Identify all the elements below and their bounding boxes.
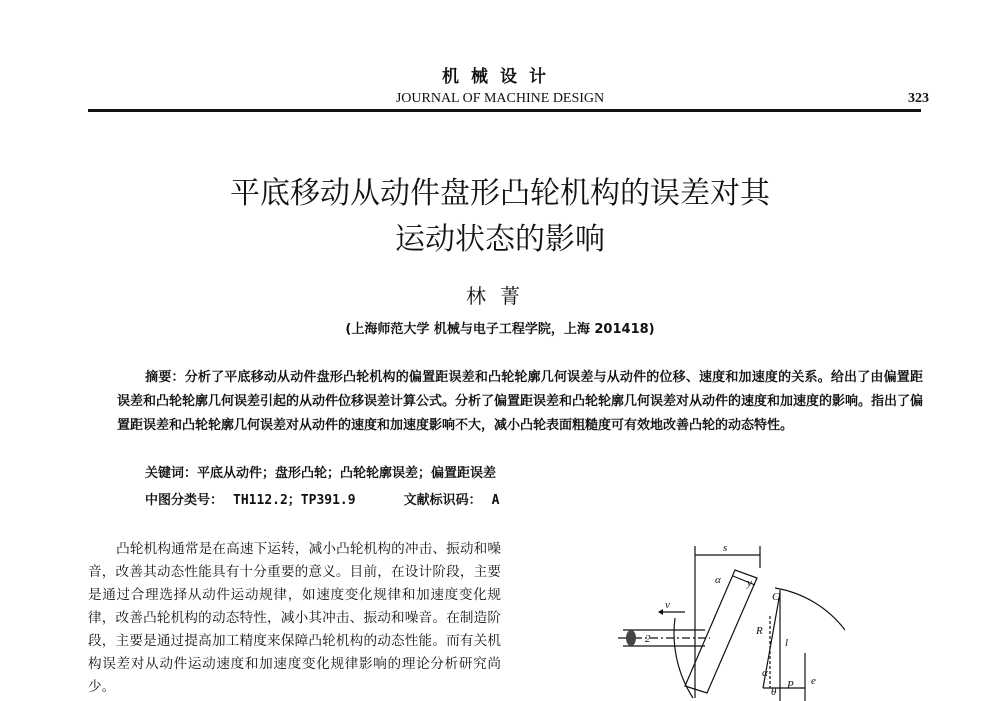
journal-name-cn: 机械设计 <box>442 67 558 87</box>
abstract <box>117 366 923 438</box>
label-theta: θ <box>771 686 777 698</box>
clc-label: 中图分类号： <box>145 493 224 508</box>
keywords <box>145 462 496 481</box>
paper-title-line-2: 运动状态的影响 <box>395 222 605 257</box>
label-alpha: α <box>715 574 721 586</box>
label-r: R <box>756 625 763 637</box>
cam-mechanism-figure <box>615 538 845 701</box>
arm-pivot <box>626 630 636 646</box>
abstract-text: 分析了平底移动从动件盘形凸轮机构的偏置距误差和凸轮轮廓几何误差与从动件的位移、速度和加速度的关系。给出了由偏置距误差和凸轮轮廓几何误差引起的从动件位移误差计算公式。分析了偏置距误差和凸轮轮廓几何误差对从动件的速度和加速度的影响。指出了偏置距误差和凸轮轮廓几何误差对从动件的速度和加速度影响不大，减小凸轮表面粗糙度可有效地改善凸轮的动态特性。 <box>117 370 924 433</box>
label-e: e <box>811 675 816 687</box>
velocity-arrowhead <box>658 609 663 615</box>
label-s: s <box>723 542 728 554</box>
label-y: y <box>747 577 752 589</box>
label-v: v <box>665 599 670 611</box>
doc-code-label: 文献标识码： <box>403 493 482 508</box>
header-rule <box>88 109 921 112</box>
cam-profile-arc <box>775 588 845 630</box>
journal-name-en: JOURNAL OF MACHINE DESIGN <box>395 91 605 106</box>
label-2: 2 <box>645 633 651 645</box>
doc-code-value: A <box>491 493 500 508</box>
label-p: P <box>787 679 794 691</box>
paper-title-line-1: 平底移动从动件盘形凸轮机构的误差对其 <box>230 176 770 211</box>
abstract-label: 摘要： <box>145 370 185 385</box>
body-paragraph-text: 凸轮机构通常是在高速下运转，减小凸轮机构的冲击、振动和噪音，改善其动态性能具有十分重要的意义。目前，在设计阶段，主要是通过合理选择从动件运动规律，如速度变化规律和加速度变化规律，改善凸轮机构的动态特性，减小其冲击、振动和噪音。在制造阶段，主要是通过提高加工精度来保障凸轮机构的动态性能。而有关机构误差对从动件运动速度和加速度变化规律影响的理论分析研究尚少。 <box>88 541 501 695</box>
label-alpha-2: α <box>762 667 768 679</box>
keywords-label: 关键词： <box>145 466 198 481</box>
page-number: 323 <box>908 91 929 106</box>
label-c: C <box>772 591 780 603</box>
author-affiliation: (上海师范大学 机械与电子工程学院，上海 201418) <box>345 322 655 337</box>
classification-line <box>145 489 499 508</box>
body-paragraph <box>88 538 501 699</box>
keywords-text: 平底从动件；盘形凸轮；凸轮轮廓误差；偏置距误差 <box>197 466 497 481</box>
author-name: 林菁 <box>466 284 534 308</box>
clc-value: TH112.2；TP391.9 <box>233 493 356 508</box>
label-l: l <box>785 637 789 649</box>
